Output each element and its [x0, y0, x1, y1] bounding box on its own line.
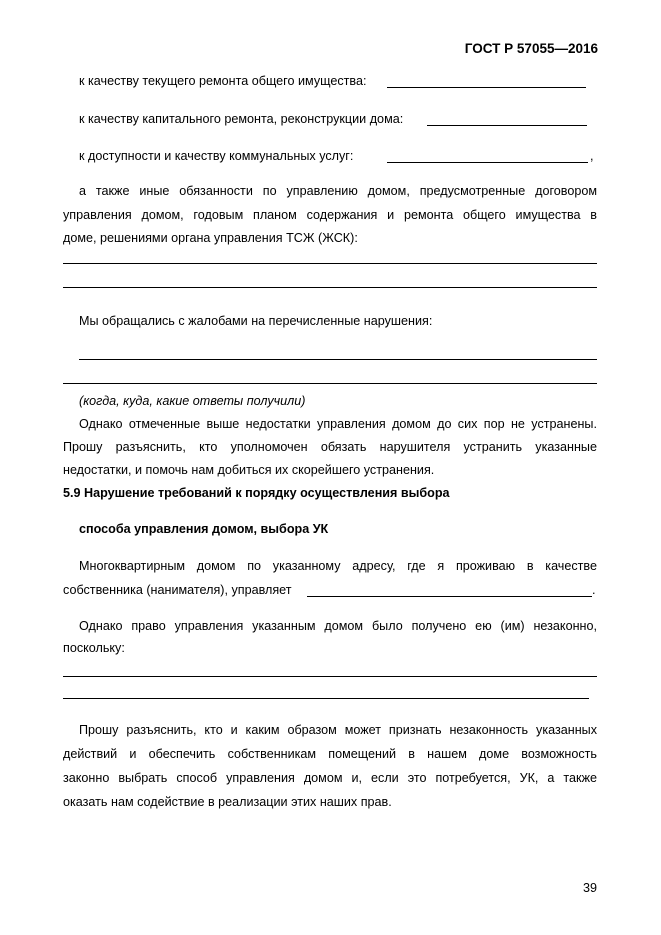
illegal-line-1: Однако право управления указанным домом было получено ею (им) незаконно,	[79, 619, 597, 633]
item-current-repair: к качеству текущего ремонта общего имущества:	[79, 74, 367, 88]
request2-line-3: законно выбрать способ управления домом и, если это потребуется, УК, а также	[63, 771, 597, 785]
item-capital-repair: к качеству капитального ремонта, реконструкции дома:	[79, 112, 404, 126]
blank-capital-repair	[427, 125, 587, 126]
section-heading-line-2: способа управления домом, выбора УК	[79, 522, 329, 536]
building-line-2: собственника (нанимателя), управляет	[63, 583, 292, 597]
fill-line-duties-2	[63, 287, 597, 288]
request2-line-2: действий и обеспечить собственникам помещений в нашем доме возможность	[63, 747, 597, 761]
standard-header: ГОСТ Р 57055—2016	[464, 41, 598, 56]
fill-line-illegal-2	[63, 698, 589, 699]
item-utilities: к доступности и качеству коммунальных услуг:	[79, 149, 354, 163]
section-heading-line-1: 5.9 Нарушение требований к порядку осуществления выбора	[63, 486, 450, 500]
complaints-text: Мы обращались с жалобами на перечисленные нарушения:	[79, 314, 433, 328]
fill-line-illegal-1	[63, 676, 597, 677]
page-number: 39	[582, 881, 597, 895]
request1-line-2: Прошу разъяснить, кто уполномочен обязать нарушителя устранить указанные	[63, 440, 597, 454]
building-line-2-period: .	[592, 583, 596, 597]
request1-line-3: недостатки, и помочь нам добиться их скорейшего устранения.	[63, 463, 435, 477]
request1-line-1: Однако отмеченные выше недостатки управления домом до сих пор не устранены.	[79, 417, 597, 431]
item-utilities-comma: ,	[590, 149, 594, 163]
duties-line-2: управления домом, годовым планом содержания и ремонта общего имущества в	[63, 208, 597, 222]
blank-current-repair	[387, 87, 586, 88]
fill-line-duties-1	[63, 263, 597, 264]
request2-line-4: оказать нам содействие в реализации этих наших прав.	[63, 795, 392, 809]
complaints-note: (когда, куда, какие ответы получили)	[79, 394, 306, 408]
blank-management-company	[307, 596, 592, 597]
illegal-line-2: поскольку:	[63, 641, 125, 655]
blank-utilities	[387, 162, 588, 163]
request2-line-1: Прошу разъяснить, кто и каким образом может признать незаконность указанных	[79, 723, 597, 737]
fill-line-complaints-2	[63, 383, 597, 384]
duties-line-3: доме, решениями органа управления ТСЖ (ЖСК):	[63, 231, 358, 245]
fill-line-complaints-1	[79, 359, 597, 360]
building-line-1: Многоквартирным домом по указанному адресу, где я проживаю в качестве	[79, 559, 597, 573]
duties-line-1: а также иные обязанности по управлению домом, предусмотренные договором	[79, 184, 597, 198]
